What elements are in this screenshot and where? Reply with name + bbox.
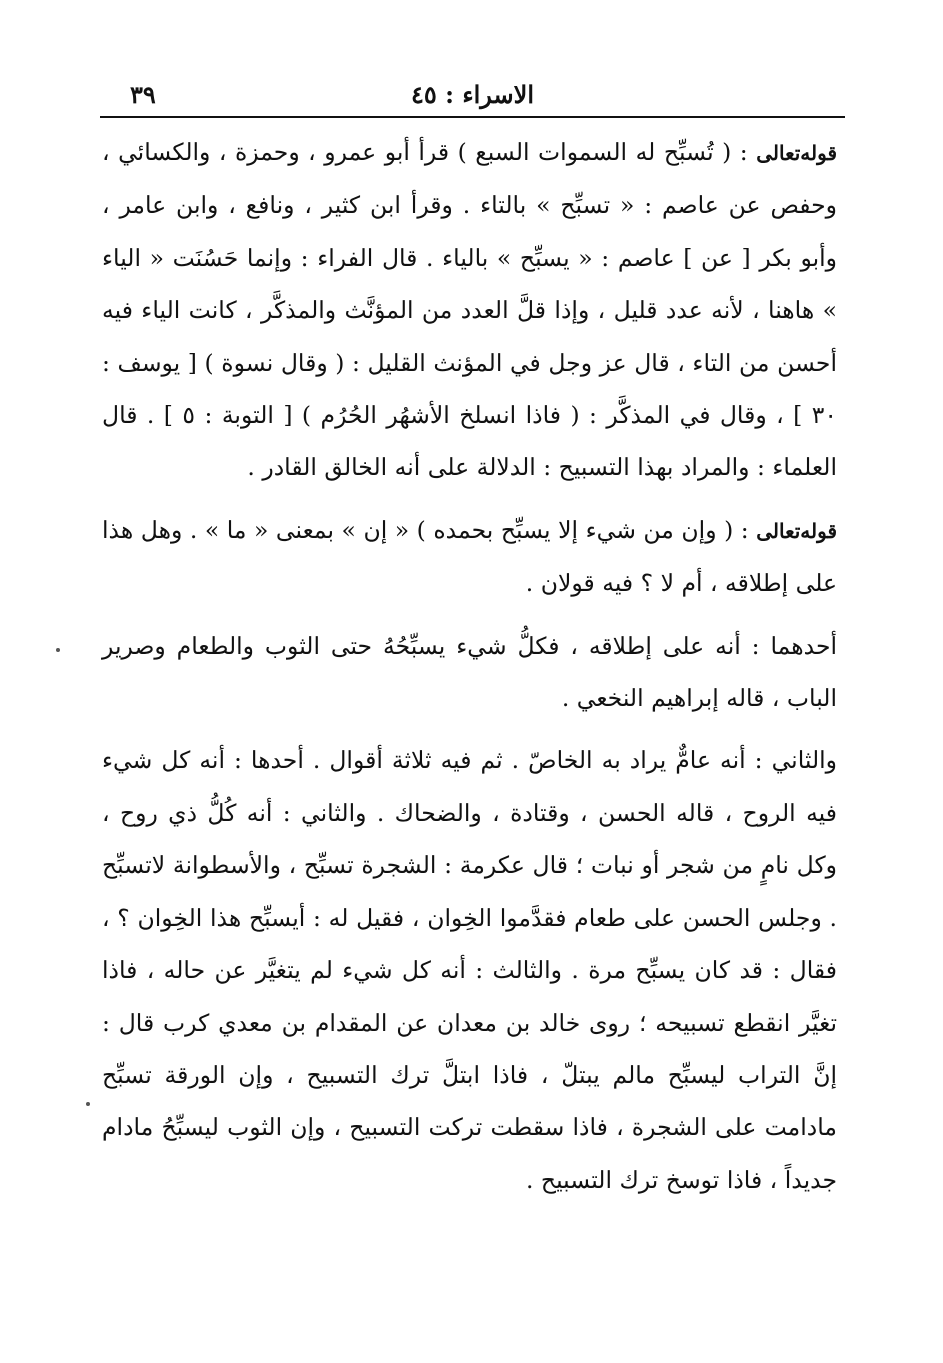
paragraph-2-lead: قوله‌تعالى [756, 518, 837, 543]
page-header [100, 76, 845, 118]
paragraph-1-text: : ( تُسبِّح له السموات السبع ) قرأ أبو عمرو ، وحمزة ، والكسائي ، وحفص عن عاصم : « تسبِّح » بالتاء . وقرأ ابن كثير ، ونافع ، وابن عامر ، وأبو بكر [ عن ] عاصم : « يسبِّح » بالياء . قال الفراء : وإنما حَسُنَت « الياء » هاهنا ، لأنه عدد قليل ، وإذا قلَّ العدد من المؤنَّث والمذكَّر ، كانت الياء فيه أحسن من التاء ، قال عز وجل في المؤنث القليل : ( وقال نسوة ) [ يوسف : ٣٠ ] ، وقال في المذكَّر : ( فاذا انسلخ الأشهُر الحُرُم ) [ التوبة : ٥ ] . قال العلماء : والمراد بهذا التسبيح : الدلالة على أنه الخالق القادر . [102, 138, 837, 482]
paragraph-4 [102, 734, 837, 1206]
paragraph-2-text: : ( وإن من شيء إلا يسبِّح بحمده ) « إن » بمعنى « ما » . وهل هذا على إطلاقه ، أم لا ؟ فيه قولان . [102, 515, 837, 598]
paragraph-3-text: أحدهما : أنه على إطلاقه ، فكلُّ شيء يسبِّحُهُ حتى الثوب والطعام وصرير الباب ، قاله إبراهيم النخعي . [102, 631, 837, 713]
paragraph-1 [102, 126, 837, 494]
margin-speck [86, 1102, 90, 1106]
page-number: ٣٩ [130, 80, 156, 109]
running-title: الاسراء : ٤٥ [410, 80, 534, 109]
page-body [102, 126, 837, 1206]
margin-speck [56, 648, 60, 652]
paragraph-4-text: والثاني : أنه عامٌّ يراد به الخاصّ . ثم فيه ثلاثة أقوال . أحدها : أنه كل شيء فيه الروح ، قاله الحسن ، وقتادة ، والضحاك . والثاني : أنه كُلُّ ذي روح ، وكل نامٍ من شجر أو نبات ؛ قال عكرمة : الشجرة تسبِّح ، والأسطوانة لاتسبِّح . وجلس الحسن على طعام فقدَّموا الخِوان ، فقيل له : أيسبِّح هذا الخِوان ؟ ، فقال : قد كان يسبِّح مرة . والثالث : أنه كل شيء لم يتغيَّر عن حاله ، فاذا تغيَّر انقطع تسبيحه ؛ روى خالد بن معدان عن المقدام بن معدي كرب قال : إنَّ التراب ليسبِّح مالم يبتلّ ، فاذا ابتلَّ ترك التسبيح ، وإن الورقة تسبِّح مادامت على الشجرة ، فاذا سقطت تركت التسبيح ، وإن الثوب ليسبِّحُ مادام جديداً ، فاذا توسخ ترك التسبيح . [102, 746, 837, 1194]
paragraph-1-lead: قوله‌تعالى [756, 141, 837, 165]
paragraph-2 [102, 504, 837, 610]
paragraph-3 [102, 620, 837, 725]
